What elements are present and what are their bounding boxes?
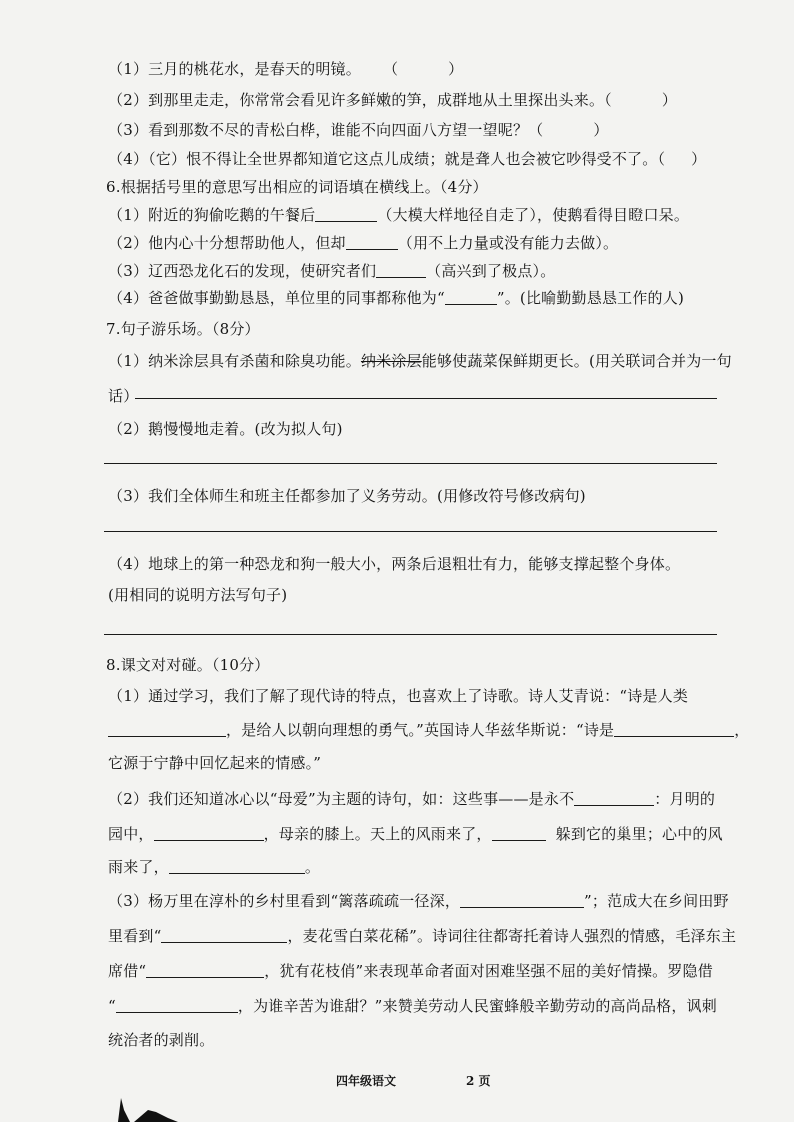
q8-p2-blank-4[interactable] — [169, 859, 305, 874]
q8-p3-text-b: ”；范成大在乡间田野 — [584, 892, 729, 910]
q6-item-4-blank[interactable] — [445, 290, 497, 305]
q8-p3-text-e: 席借“ — [108, 962, 147, 980]
q8-p2-text-d: ，母亲的膝上。天上的风雨来了， — [263, 825, 492, 843]
q8-p3-line-4 — [108, 995, 717, 1016]
q7-item-1 — [108, 350, 732, 371]
q8-p3-text-f: ，犹有花枝俏”来表现革命者面对困难坚强不屈的美好情操。罗隐借 — [264, 962, 713, 980]
q7-item-1-struck-words: 纳米涂层 — [360, 352, 422, 370]
q6-item-2 — [108, 232, 618, 253]
q8-p3-blank-1[interactable] — [460, 893, 584, 908]
q8-p2-text-e: 躲到它的巢里；心中的风 — [555, 825, 723, 843]
q8-p3-blank-3[interactable] — [146, 963, 264, 978]
q5-item-1-paren-open: （ — [382, 60, 399, 78]
q7-item-4-answer-line[interactable] — [104, 634, 717, 635]
q8-p2-text-f: 雨来了， — [108, 858, 169, 876]
q7-item-1-sentence-a: （1）纳米涂层具有杀菌和除臭功能。 — [108, 352, 361, 370]
q5-item-3-paren-close: ） — [593, 121, 609, 139]
q5-item-1 — [108, 58, 463, 79]
q8-p2-text-a: （2）我们还知道冰心以“母爱”为主题的诗句，如：这些事——是永不 — [108, 790, 575, 808]
q8-p2-blank-3[interactable] — [492, 826, 546, 841]
q5-item-4 — [108, 148, 706, 169]
q8-p3-line-3 — [108, 960, 713, 981]
q8-p1-blank-2[interactable] — [614, 722, 734, 737]
q6-item-1 — [108, 204, 689, 225]
q8-p2-text-c: 园中， — [108, 825, 154, 843]
q8-p3-text-d: ，麦花雪白菜花稀”。诗词往往都寄托着诗人强烈的情感，毛泽东主 — [287, 927, 737, 945]
q6-item-2-post: （用不上力量或没有能力去做）。 — [397, 234, 619, 252]
q8-p3-blank-4[interactable] — [116, 998, 238, 1013]
q5-item-1-paren-close: ） — [448, 60, 464, 78]
q6-item-1-blank[interactable] — [315, 207, 377, 222]
q8-p2-text-b: ：月明的 — [654, 790, 716, 808]
q8-p2-line-2 — [108, 823, 723, 844]
q8-p1-line-2 — [108, 719, 749, 740]
q7-item-1-tail: 话） — [108, 387, 139, 405]
q6-item-4-post: ”。(比喻勤勤恳恳工作的人) — [496, 289, 685, 307]
q7-heading: 7.句子游乐场。（8分） — [106, 320, 260, 338]
q8-p2-blank-2[interactable] — [154, 826, 264, 841]
q8-p1-blank-1[interactable] — [108, 722, 226, 737]
q6-item-3 — [108, 260, 555, 281]
q8-p2-text-g: 。 — [304, 858, 321, 876]
q8-p1-line-3: 它源于宁静中回忆起来的情感。” — [108, 754, 322, 772]
q8-p3-line-2 — [108, 925, 736, 946]
q8-p3-line-1 — [108, 890, 729, 911]
q7-item-3: （3）我们全体师生和班主任都参加了义务劳动。(用修改符号修改病句) — [108, 487, 586, 505]
q6-item-2-blank[interactable] — [346, 235, 398, 250]
scan-smudge-icon — [112, 1088, 184, 1122]
q8-p3-blank-2[interactable] — [161, 928, 287, 943]
q8-p3-text-h: ，为谁辛苦为谁甜？”来赞美劳动人民蜜蜂般辛勤劳动的高尚品格，讽刺 — [237, 997, 717, 1015]
q6-item-1-post: （大模大样地径自走了），使鹅看得目瞪口呆。 — [377, 206, 690, 224]
footer-subject: 四年级语文 — [336, 1074, 397, 1088]
q6-item-3-blank[interactable] — [376, 263, 426, 278]
q5-item-2-paren-close: ） — [661, 91, 678, 109]
q8-p1-text-b: ， — [734, 721, 750, 739]
q8-p3-line-5: 统治者的剥削。 — [108, 1031, 215, 1049]
q5-item-1-text: （1）三月的桃花水，是春天的明镜。 — [108, 60, 361, 78]
q8-heading: 8.课文对对碰。（10分） — [106, 656, 270, 674]
q7-item-2-answer-line[interactable] — [104, 463, 717, 464]
q6-item-3-post: （高兴到了极点）。 — [426, 262, 556, 280]
q8-p1-line-1: （1）通过学习，我们了解了现代诗的特点，也喜欢上了诗歌。诗人艾青说：“诗是人类 — [108, 687, 689, 705]
q7-item-4: （4）地球上的第一种恐龙和狗一般大小，两条后退粗壮有力，能够支撑起整个身体。 — [108, 555, 681, 573]
q8-p2-line-1 — [108, 788, 715, 809]
q5-item-4-text: （4）（它）恨不得让全世界都知道它这点儿成绩；就是聋人也会被它吵得受不了。（ — [108, 150, 666, 168]
q8-p3-text-c: 里看到“ — [108, 927, 162, 945]
q6-item-2-pre: （2）他内心十分想帮助他人，但却 — [108, 234, 346, 252]
q8-p2-line-3 — [108, 856, 320, 877]
q7-item-3-answer-line[interactable] — [104, 531, 717, 532]
q7-item-1-answer-line[interactable] — [135, 398, 717, 399]
q6-heading: 6.根据括号里的意思写出相应的词语填在横线上。（4分） — [106, 178, 488, 196]
q8-p3-text-g: “ — [108, 997, 116, 1015]
q6-item-3-pre: （3）辽西恐龙化石的发现，使研究者们 — [108, 262, 377, 280]
q7-item-4-instruction: (用相同的说明方法写句子) — [108, 586, 288, 604]
q5-item-3-text: （3）看到那数不尽的青松白桦，谁能不向四面八方望一望呢？（ — [108, 121, 544, 139]
q5-item-4-paren-close: ） — [691, 150, 707, 168]
q8-p1-text-a: ，是给人以朝向理想的勇气。”英国诗人华兹华斯说：“诗是 — [226, 721, 615, 739]
q5-item-2-text: （2）到那里走走，你常常会看见许多鲜嫩的笋，成群地从土里探出头来。（ — [108, 91, 612, 109]
q7-item-2: （2）鹅慢慢地走着。(改为拟人句) — [108, 420, 343, 438]
q8-p2-blank-1[interactable] — [574, 791, 654, 806]
q5-item-2 — [108, 89, 677, 110]
q7-item-1-sentence-b: 能够使蔬菜保鲜期更长。(用关联词合并为一句 — [421, 352, 732, 370]
q6-item-1-pre: （1）附近的狗偷吃鹅的午餐后 — [108, 206, 316, 224]
q6-item-4-pre: （4）爸爸做事勤勤恳恳，单位里的同事都称他为“ — [108, 289, 445, 307]
q5-item-3 — [108, 119, 609, 140]
q6-item-4 — [108, 287, 684, 308]
footer-page-number: 2 页 — [466, 1074, 491, 1088]
q8-p3-text-a: （3）杨万里在淳朴的乡村里看到“篱落疏疏一径深， — [108, 892, 461, 910]
